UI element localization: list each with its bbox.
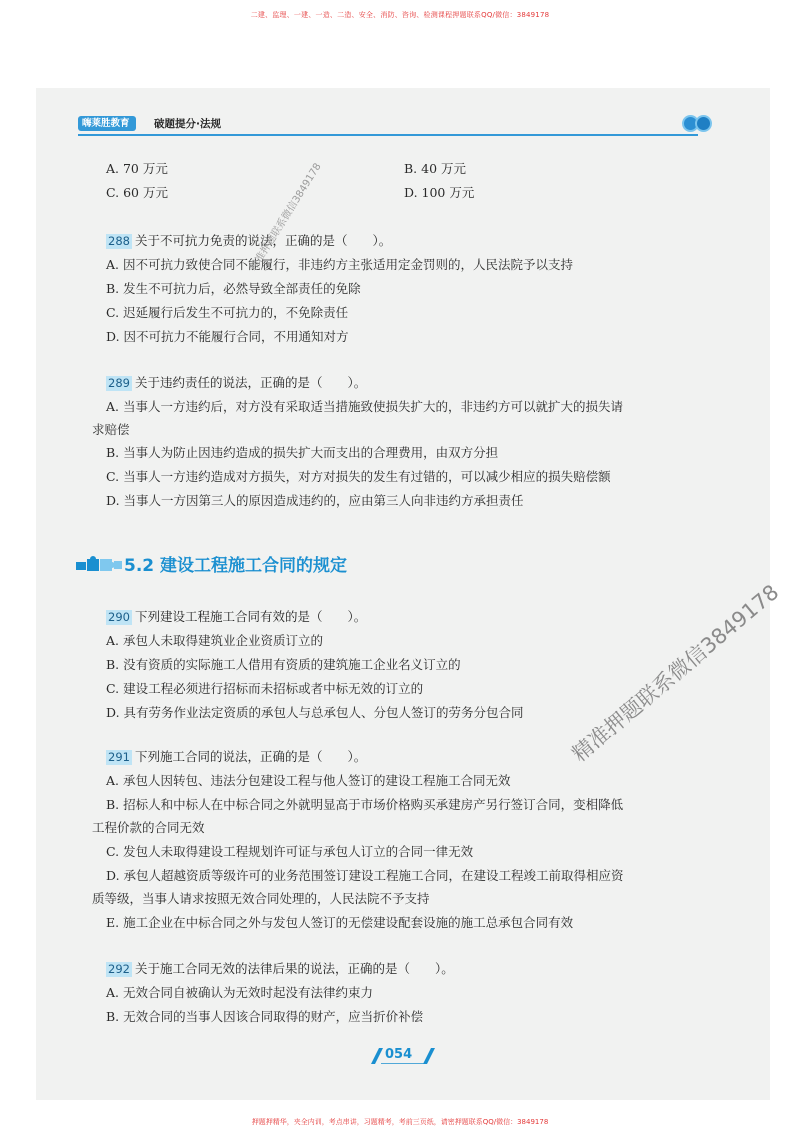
option-288-d: D. 因不可抗力不能履行合同，不用通知对方 — [106, 329, 349, 344]
option-287-d: D. 100 万元 — [404, 185, 475, 200]
option-288-a: A. 因不可抗力致使合同不能履行，非违约方主张适用定金罚则的，人民法院予以支持 — [106, 257, 573, 272]
publisher-logo: 嗨莱胜教育 — [78, 116, 136, 131]
question-stem: 关于不可抗力免责的说法，正确的是（ ）。 — [134, 233, 392, 248]
question-291 — [106, 748, 366, 766]
question-number: 289 — [108, 376, 130, 390]
question-stem: 关于施工合同无效的法律后果的说法，正确的是（ ）。 — [134, 961, 454, 976]
question-292 — [106, 960, 454, 978]
option-289-a: A. 当事人一方违约后，对方没有采取适当措施致使损失扩大的，非违约方可以就扩大的损失请 — [106, 399, 623, 414]
option-289-a-cont: 求赔偿 — [92, 422, 130, 437]
question-289 — [106, 374, 366, 392]
header-rule — [78, 134, 698, 136]
option-291-d-cont: 质等级，当事人请求按照无效合同处理的，人民法院不予支持 — [92, 891, 430, 906]
decorative-circles-icon — [682, 115, 718, 135]
option-290-b: B. 没有资质的实际施工人借用有资质的建筑施工企业名义订立的 — [106, 657, 461, 672]
option-291-b: B. 招标人和中标人在中标合同之外就明显高于市场价格购买承建房产另行签订合同，变相降低 — [106, 797, 624, 812]
option-291-d: D. 承包人超越资质等级许可的业务范围签订建设工程施工合同，在建设工程竣工前取得相应资 — [106, 868, 624, 883]
option-291-c: C. 发包人未取得建设工程规划许可证与承包人订立的合同一律无效 — [106, 844, 474, 859]
question-number: 292 — [108, 962, 130, 976]
question-number: 288 — [108, 234, 130, 248]
page-number — [371, 1046, 435, 1066]
option-291-e: E. 施工企业在中标合同之外与发包人签订的无偿建设配套设施的施工总承包合同有效 — [106, 915, 574, 930]
option-290-a: A. 承包人未取得建筑业企业资质订立的 — [106, 633, 323, 648]
book-title: 破题提分·法规 — [154, 118, 221, 130]
option-291-b-cont: 工程价款的合同无效 — [92, 820, 205, 835]
watermark-small: 精准押题联系微信3849178 — [248, 161, 324, 273]
page-number-text: 054 — [385, 1047, 413, 1062]
option-287-c: C. 60 万元 — [106, 185, 168, 200]
option-287-b: B. 40 万元 — [404, 161, 467, 176]
option-292-a: A. 无效合同自被确认为无效时起没有法律约束力 — [106, 985, 373, 1000]
question-stem: 下列建设工程施工合同有效的是（ ）。 — [134, 609, 367, 624]
question-number: 290 — [108, 610, 130, 624]
question-number: 291 — [108, 750, 130, 764]
option-290-c: C. 建设工程必须进行招标而未招标或者中标无效的订立的 — [106, 681, 424, 696]
option-290-d: D. 具有劳务作业法定资质的承包人与总承包人、分包人签订的劳务分包合同 — [106, 705, 524, 720]
puzzle-pieces-icon — [76, 556, 124, 574]
book-page — [36, 88, 770, 1100]
section-title: 5.2 建设工程施工合同的规定 — [124, 556, 348, 576]
option-289-c: C. 当事人一方违约造成对方损失，对方对损失的发生有过错的，可以减少相应的损失赔偿额 — [106, 469, 611, 484]
option-292-b: B. 无效合同的当事人因该合同取得的财产，应当折价补偿 — [106, 1009, 424, 1024]
option-289-d: D. 当事人一方因第三人的原因造成违约的，应由第三人向非违约方承担责任 — [106, 493, 524, 508]
option-287-a: A. 70 万元 — [106, 161, 168, 176]
question-290 — [106, 608, 366, 626]
question-stem: 关于违约责任的说法，正确的是（ ）。 — [134, 375, 367, 390]
option-291-a: A. 承包人因转包、违法分包建设工程与他人签订的建设工程施工合同无效 — [106, 773, 511, 788]
page-header — [78, 114, 750, 134]
question-stem: 下列施工合同的说法，正确的是（ ）。 — [134, 749, 367, 764]
option-289-b: B. 当事人为防止因违约造成的损失扩大而支出的合理费用，由双方分担 — [106, 445, 499, 460]
watermark-large: 精准押题联系微信3849178 — [567, 579, 784, 767]
option-288-c: C. 迟延履行后发生不可抗力的，不免除责任 — [106, 305, 349, 320]
question-288 — [106, 232, 391, 250]
top-banner: 二建、监理、一建、一造、二造、安全、消防、咨询、检测课程押题联系QQ/微信：3849178 — [250, 11, 550, 19]
bottom-banner: 押题押精华，夹全内训，考点串讲，习题精考，考前三页纸，请密押题联系QQ/微信：3849178 — [251, 1118, 549, 1126]
option-288-b: B. 发生不可抗力后，必然导致全部责任的免除 — [106, 281, 361, 296]
